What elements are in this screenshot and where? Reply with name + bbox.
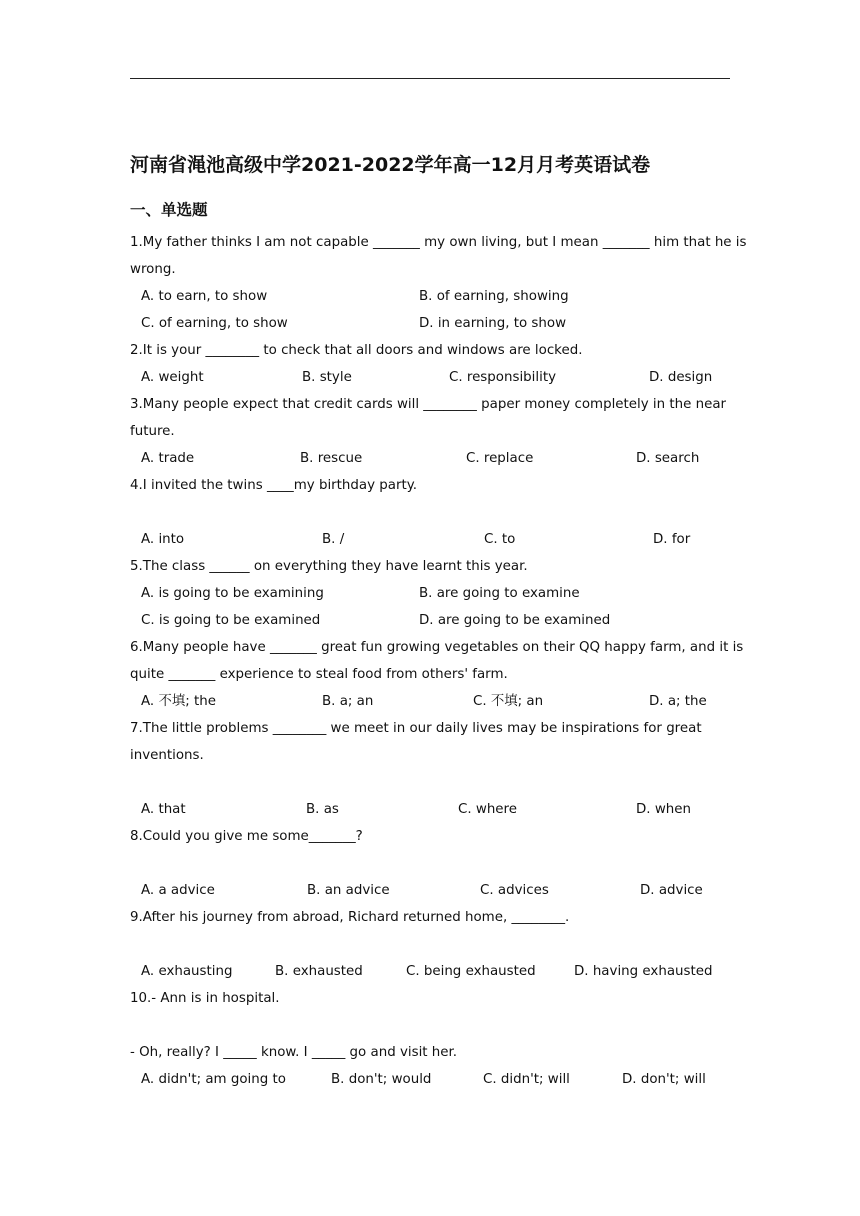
header-rule (130, 78, 730, 79)
document-title: 河南省渑池高级中学2021-2022学年高一12月月考英语试卷 (130, 154, 651, 176)
question-2-option-c: C. responsibility (449, 370, 557, 385)
question-10-option-b: B. don't; would (331, 1072, 432, 1087)
question-6-line-2: quite _______ experience to steal food from others' farm. (130, 667, 508, 682)
question-7-option-a: A. that (141, 802, 186, 817)
question-9-option-b: B. exhausted (275, 964, 363, 979)
question-5-option-d: D. are going to be examined (419, 613, 611, 628)
question-6-option-a: A. 不填; the (141, 694, 216, 709)
question-6-line-1: 6.Many people have _______ great fun growing vegetables on their QQ happy farm, and it is (130, 640, 744, 655)
question-9-option-a: A. exhausting (141, 964, 233, 979)
question-5-line-1: 5.The class ______ on everything they have learnt this year. (130, 559, 528, 574)
question-6-option-d: D. a; the (649, 694, 707, 709)
question-7-option-d: D. when (636, 802, 691, 817)
question-10-option-a: A. didn't; am going to (141, 1072, 286, 1087)
question-1-line-2: wrong. (130, 262, 176, 277)
question-7-line-1: 7.The little problems ________ we meet in our daily lives may be inspirations for great (130, 721, 702, 736)
question-4-option-c: C. to (484, 532, 516, 547)
question-3-line-1: 3.Many people expect that credit cards will ________ paper money completely in the near (130, 397, 727, 412)
question-5-option-a: A. is going to be examining (141, 586, 324, 601)
question-4-option-a: A. into (141, 532, 185, 547)
question-1-option-d: D. in earning, to show (419, 316, 567, 331)
question-7-option-b: B. as (306, 802, 339, 817)
question-4-line-1: 4.I invited the twins ____my birthday party. (130, 478, 418, 493)
question-1-option-c: C. of earning, to show (141, 316, 288, 331)
question-5-option-c: C. is going to be examined (141, 613, 321, 628)
question-5-option-b: B. are going to examine (419, 586, 580, 601)
question-2-option-d: D. design (649, 370, 713, 385)
section-heading: 一、单选题 (130, 201, 208, 219)
question-8-option-b: B. an advice (307, 883, 390, 898)
question-9-option-c: C. being exhausted (406, 964, 536, 979)
question-4-option-b: B. / (322, 532, 345, 547)
question-8-line-1: 8.Could you give me some_______? (130, 829, 363, 844)
question-3-line-2: future. (130, 424, 175, 439)
question-2-line-1: 2.It is your ________ to check that all doors and windows are locked. (130, 343, 583, 358)
question-1-option-b: B. of earning, showing (419, 289, 569, 304)
question-8-option-a: A. a advice (141, 883, 215, 898)
question-3-option-a: A. trade (141, 451, 195, 466)
question-7-option-c: C. where (458, 802, 517, 817)
question-8-option-c: C. advices (480, 883, 549, 898)
question-2-option-a: A. weight (141, 370, 204, 385)
question-3-option-c: C. replace (466, 451, 534, 466)
question-3-option-d: D. search (636, 451, 700, 466)
question-6-option-b: B. a; an (322, 694, 374, 709)
question-9-line-1: 9.After his journey from abroad, Richard returned home, ________. (130, 910, 570, 925)
question-7-line-2: inventions. (130, 748, 204, 763)
question-2-option-b: B. style (302, 370, 352, 385)
question-6-option-c: C. 不填; an (473, 694, 544, 709)
question-10-line-2: - Oh, really? I _____ know. I _____ go and visit her. (130, 1045, 458, 1060)
question-10-option-d: D. don't; will (622, 1072, 706, 1087)
question-1-option-a: A. to earn, to show (141, 289, 268, 304)
question-8-option-d: D. advice (640, 883, 703, 898)
question-4-option-d: D. for (653, 532, 691, 547)
question-3-option-b: B. rescue (300, 451, 363, 466)
question-10-option-c: C. didn't; will (483, 1072, 570, 1087)
question-10-line-1: 10.- Ann is in hospital. (130, 991, 280, 1006)
question-1-line-1: 1.My father thinks I am not capable _______ my own living, but I mean _______ him that he is (130, 235, 747, 250)
question-9-option-d: D. having exhausted (574, 964, 713, 979)
